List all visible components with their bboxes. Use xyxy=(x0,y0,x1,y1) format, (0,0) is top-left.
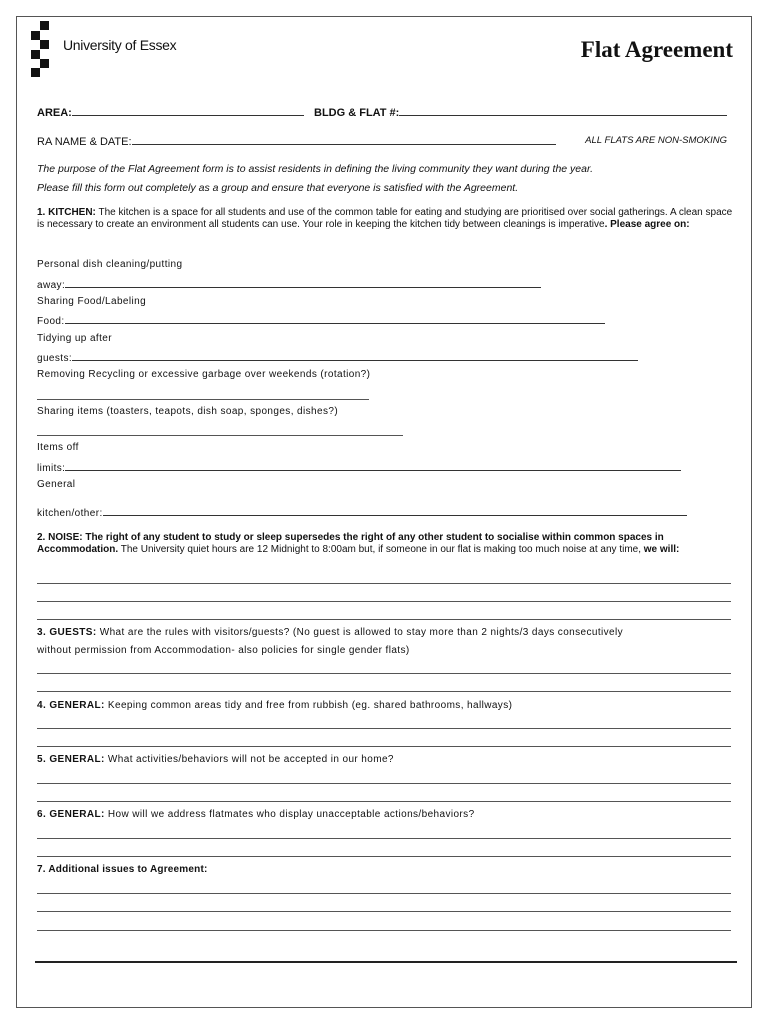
general4-heading: 4. GENERAL: xyxy=(37,700,105,711)
guests-section-line-1 xyxy=(37,627,623,638)
general6-section xyxy=(37,809,475,820)
footer-divider xyxy=(35,961,737,963)
ra-name-date-input-line[interactable] xyxy=(132,134,556,145)
general6-description: How will we address flatmates who display unacceptable actions/behaviors? xyxy=(104,809,475,820)
additional-heading: 7. Additional issues to Agreement: xyxy=(37,864,208,875)
guests-description: What are the rules with visitors/guests? (No guest is allowed to stay more than 2 nights/3 days consecutively xyxy=(96,627,624,638)
field-label: away: xyxy=(37,280,66,291)
kitchen-item-off-limits-field[interactable] xyxy=(37,461,681,474)
field-label: kitchen/other: xyxy=(37,508,103,519)
kitchen-item-tidying: Tidying up after xyxy=(37,333,112,344)
guests-section-line-2: without permission from Accommodation- also policies for single gender flats) xyxy=(37,645,410,656)
general5-section xyxy=(37,754,394,765)
noise-heading: 2. NOISE: The right of any student to study or sleep supersedes the right of any other student to socialise within common spaces in Accommodation. xyxy=(37,532,664,555)
noise-will: we will: xyxy=(643,543,680,555)
kitchen-item-sharing-food: Sharing Food/Labeling xyxy=(37,296,147,307)
logo-text: University of Essex xyxy=(63,37,177,53)
input-line[interactable] xyxy=(103,506,687,516)
non-smoking-note: ALL FLATS ARE NON-SMOKING xyxy=(585,135,727,146)
noise-answer-line[interactable] xyxy=(37,601,731,602)
kitchen-item-general-field[interactable] xyxy=(37,506,687,519)
general5-heading: 5. GENERAL: xyxy=(37,754,105,765)
bldg-flat-input-line[interactable] xyxy=(399,105,727,116)
kitchen-item-sharing-items: Sharing items (toasters, teapots, dish soap, sponges, dishes?) xyxy=(37,406,339,417)
general5-answer-line[interactable] xyxy=(37,801,731,802)
sharing-items-input-line[interactable] xyxy=(37,435,403,436)
general5-description: What activities/behaviors will not be accepted in our home? xyxy=(104,754,394,765)
general6-answer-line[interactable] xyxy=(37,856,731,857)
general6-answer-line[interactable] xyxy=(37,838,731,839)
kitchen-heading: 1. KITCHEN: xyxy=(37,207,96,218)
area-input-line[interactable] xyxy=(72,105,304,116)
field-label: limits: xyxy=(37,463,66,474)
form-page xyxy=(16,16,752,1008)
intro-line-1: The purpose of the Flat Agreement form is to assist residents in defining the living community they want during the year. xyxy=(37,163,593,175)
ra-name-date-label: RA NAME & DATE: xyxy=(37,136,132,148)
document-title: Flat Agreement xyxy=(580,37,733,62)
general5-answer-line[interactable] xyxy=(37,783,731,784)
input-line[interactable] xyxy=(65,314,605,324)
guests-answer-line[interactable] xyxy=(37,673,731,674)
additional-answer-line[interactable] xyxy=(37,930,731,931)
additional-answer-line[interactable] xyxy=(37,911,731,912)
input-line[interactable] xyxy=(65,461,681,471)
recycling-input-line[interactable] xyxy=(37,399,369,400)
general4-answer-line[interactable] xyxy=(37,746,731,747)
additional-answer-line[interactable] xyxy=(37,893,731,894)
noise-section-text xyxy=(37,532,733,555)
kitchen-item-tidying-field[interactable] xyxy=(37,351,638,364)
field-label: Food: xyxy=(37,316,65,327)
guests-answer-line[interactable] xyxy=(37,691,731,692)
area-label: AREA: xyxy=(37,107,72,119)
bldg-flat-label: BLDG & FLAT #: xyxy=(314,107,400,119)
kitchen-item-recycling: Removing Recycling or excessive garbage over weekends (rotation?) xyxy=(37,369,371,380)
general4-description: Keeping common areas tidy and free from rubbish (eg. shared bathrooms, hallways) xyxy=(104,700,513,711)
field-label: guests: xyxy=(37,353,73,364)
kitchen-item-dish-cleaning-field[interactable] xyxy=(37,278,541,291)
ra-name-date-field[interactable] xyxy=(37,134,556,148)
noise-answer-line[interactable] xyxy=(37,583,731,584)
kitchen-description: The kitchen is a space for all students and use of the common table for eating and studying are prioritised over social gatherings. A clean space is necessary to create an environment all students can use. Your role in keeping the kitchen tidy between cleanings is imperative xyxy=(37,207,733,230)
kitchen-item-general: General xyxy=(37,479,76,490)
kitchen-section-text xyxy=(37,207,733,230)
kitchen-item-sharing-food-field[interactable] xyxy=(37,314,605,327)
noise-answer-line[interactable] xyxy=(37,619,731,620)
kitchen-item-dish-cleaning: Personal dish cleaning/putting xyxy=(37,259,183,270)
kitchen-agree: . Please agree on: xyxy=(604,218,690,230)
intro-line-2: Please fill this form out completely as a group and ensure that everyone is satisfied with the Agreement. xyxy=(37,182,519,194)
university-logo-icon xyxy=(31,21,55,77)
general4-answer-line[interactable] xyxy=(37,728,731,729)
kitchen-item-off-limits: Items off xyxy=(37,442,79,453)
area-field[interactable] xyxy=(37,105,304,119)
input-line[interactable] xyxy=(72,351,638,361)
noise-description: The University quiet hours are 12 Midnight to 8:00am but, if someone in our flat is making too much noise at any time, xyxy=(118,543,644,555)
guests-heading: 3. GUESTS: xyxy=(37,627,97,638)
input-line[interactable] xyxy=(65,278,541,288)
general4-section xyxy=(37,700,512,711)
general6-heading: 6. GENERAL: xyxy=(37,809,105,820)
bldg-flat-field[interactable] xyxy=(314,105,727,119)
